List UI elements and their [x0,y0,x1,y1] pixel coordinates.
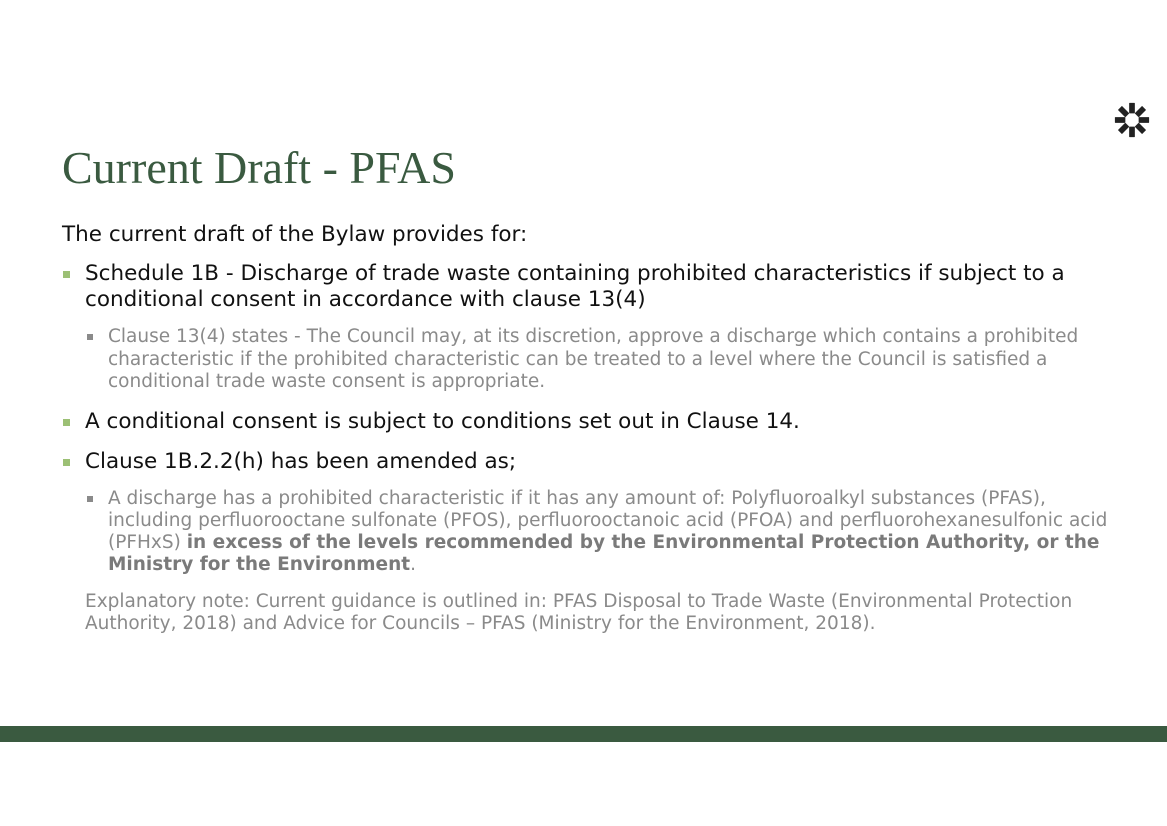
bullet-text: Schedule 1B - Discharge of trade waste containing prohibited characteristics if subject to a conditional consent in accordance with clause 13(4) [85,261,1065,312]
bullet-marker [63,271,70,278]
sub-bullet-pfas-definition [62,488,1122,576]
footer-bar [0,726,1167,742]
bullet-marker [63,459,70,466]
slide-body [62,220,1122,635]
sparkle-logo-icon [1113,101,1151,139]
sub-bullet-text: A discharge has a prohibited characteristic if it has any amount of: Polyfluoroalkyl substances (PFAS), including perfluorooctane sulfonate (PFOS), perfluorooctanoic acid (PFOA) and perfluorohexanesulfonic acid (PFHxS) [108,487,1108,553]
bullet-text: A conditional consent is subject to conditions set out in Clause 14. [85,408,800,434]
bullet-conditional-consent [62,409,1122,435]
explanatory-note: Explanatory note: Current guidance is outlined in: PFAS Disposal to Trade Waste (Environmental Protection Authority, 2018) and Advice for Councils – PFAS (Ministry for the Environment, 2018). [85,590,1073,634]
bullet-clause-1b22h [62,449,1122,475]
sub-bullet-emphasis: in excess of the levels recommended by the Environmental Protection Authority, or the Ministry for the Environment [108,531,1100,575]
sub-bullet-end: . [410,553,417,575]
sub-bullet-clause-13-4 [62,326,1122,394]
bullet-schedule-1b [62,261,1122,313]
sub-bullet-text: Clause 13(4) states - The Council may, at its discretion, approve a discharge which contains a prohibited characteristic if the prohibited characteristic can be treated to a level where the Council is satisfied a conditional trade waste consent is appropriate. [108,326,1079,392]
bullet-marker [63,419,70,426]
slide-title: Current Draft - PFAS [62,142,456,193]
intro-text: The current draft of the Bylaw provides for: [62,222,528,247]
bullet-text: Clause 1B.2.2(h) has been amended as; [85,448,517,474]
sub-bullet-marker [87,496,93,502]
sub-bullet-marker [87,334,93,340]
